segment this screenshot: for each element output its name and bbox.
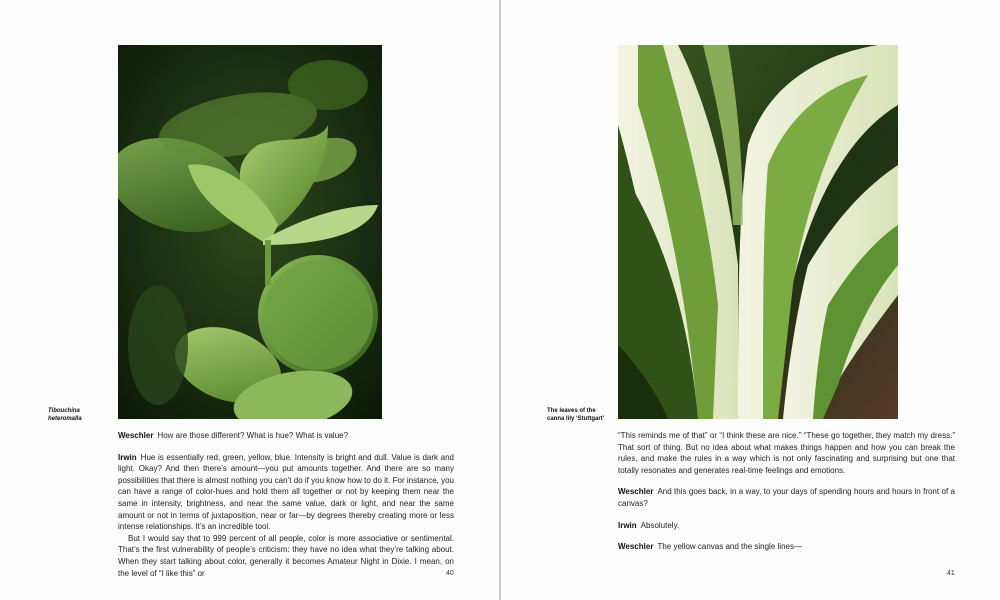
right-caption <box>547 407 613 423</box>
speaker-name: Weschler <box>618 487 654 497</box>
right-caption-line1: The leaves of the <box>547 408 596 414</box>
dialogue-line <box>618 430 955 476</box>
canna-photo <box>618 45 898 419</box>
tibouchina-photo <box>118 45 382 419</box>
dialogue-line <box>618 520 955 532</box>
dialogue-line <box>118 533 454 579</box>
right-caption-line2: canna lily ‘Stuttgart’ <box>547 416 605 422</box>
page-number-right: 41 <box>947 570 955 577</box>
dialogue-text: And this goes back, in a way, to your days of spending hours and hours in front of a canvas? <box>618 487 955 508</box>
left-caption-line1: Tibouchina <box>48 408 80 414</box>
dialogue-text: But I would say that to 999 percent of all people, color is more associative or sentimental. That’s the first vulnerability of people’s criticism: they have no idea what they’re talking about. When they start talking about color, generally it becomes Amateur Night in Dixie. I mean, on the level of “I like this” or <box>118 533 454 578</box>
speaker-name: Weschler <box>618 542 654 552</box>
dialogue-line <box>618 486 955 509</box>
page-number-left: 40 <box>446 570 454 577</box>
dialogue-line <box>118 452 454 533</box>
left-caption-line2: heteromalla <box>48 416 82 422</box>
dialogue-line <box>618 541 955 553</box>
right-body-text <box>618 430 955 553</box>
left-body-text <box>118 430 454 579</box>
speaker-name: Irwin <box>618 520 637 530</box>
dialogue-text: “This reminds me of that” or “I think these are nice.” “These go together, they match my dress.” That sort of thing. But no idea about what makes things happen and how you can break the rules, and make the rules in a way which is not only fascinating and surprising but one that totally resonates and generates real-time feelings and emotions. <box>618 431 955 475</box>
dialogue-text: The yellow canvas and the single lines— <box>657 542 802 552</box>
canna-photo-art <box>618 45 898 419</box>
speaker-name: Weschler <box>118 431 154 440</box>
left-caption <box>48 407 108 423</box>
right-page <box>501 0 1000 600</box>
speaker-name: Irwin <box>118 452 137 462</box>
tibouchina-photo-art <box>118 45 382 419</box>
dialogue-text: Hue is essentially red, green, yellow, blue. Intensity is bright and dull. Value is dark and light. Okay? And then there’s amount—you put amounts together. And there are so many possibilities that there is almost nothing you can’t do if you know how to do it. For instance, you can have a range of color-hues and hold them all together or not by keeping them near the same in intensity, brightness, and near the same value, dark or light, and near the same amount or not in terms of juxtaposition, near or far—by degrees thereby creating more or less intense relationships. It’s an incredible tool. <box>118 452 454 532</box>
dialogue-text: How are those different? What is hue? What is value? <box>157 431 349 440</box>
dialogue-line <box>118 430 454 442</box>
left-page <box>0 0 499 600</box>
dialogue-text: Absolutely. <box>640 520 680 530</box>
